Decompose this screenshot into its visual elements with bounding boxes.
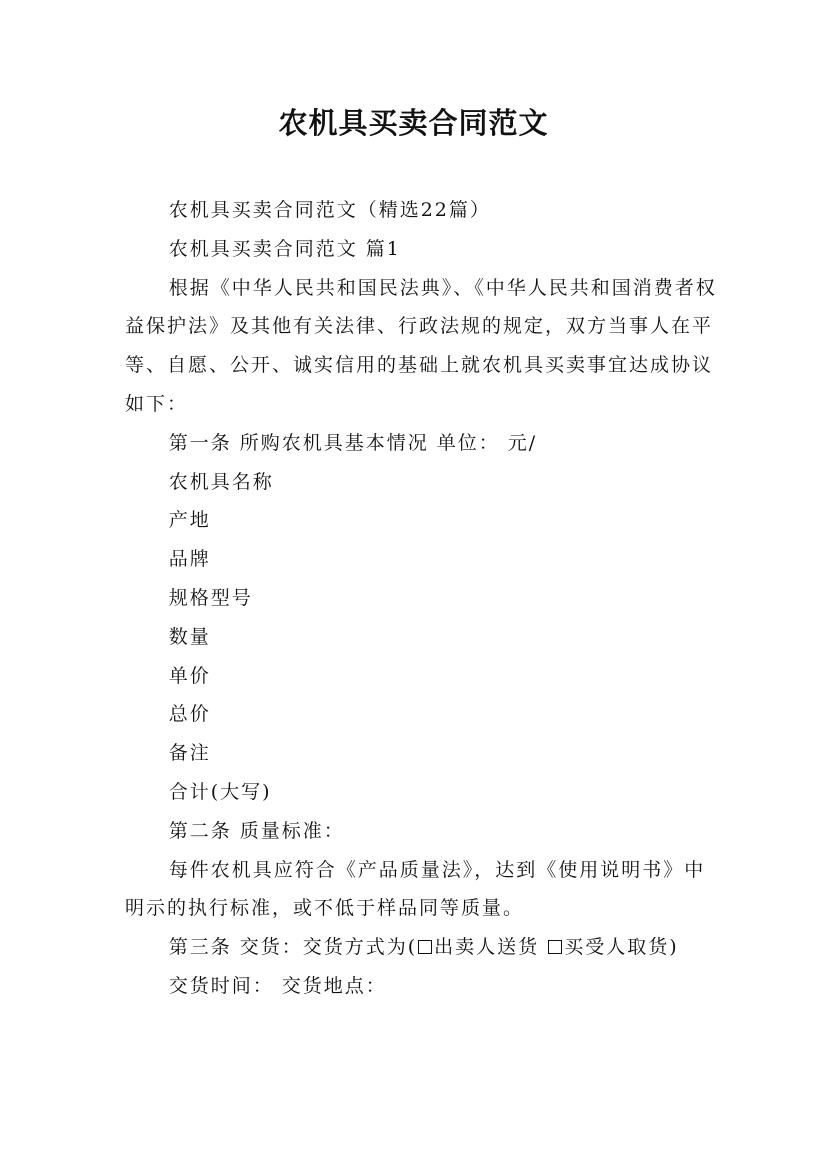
field-name: 农机具名称 (168, 470, 274, 493)
field-quantity: 数量 (168, 625, 211, 648)
field-origin: 产地 (168, 509, 211, 532)
field-brand: 品牌 (168, 548, 211, 571)
delivery-line: 交货时间： 交货地点： (168, 974, 387, 997)
field-unit-price: 单价 (168, 664, 211, 687)
article-3-suffix: ) (669, 936, 679, 959)
checkbox-icon (548, 940, 562, 954)
intro-paragraph: 根据《中华人民共和国民法典》、《中华人民共和国消费者权益保护法》及其他有关法律、行政法规的规定，双方当事人在平等、自愿、公开、诚实信用的基础上就农机具买卖事宜达成协议如下： (125, 276, 717, 415)
delivery-option-seller: 出卖人送货 (434, 936, 540, 959)
section-heading: 农机具买卖合同范文 篇1 (168, 237, 401, 260)
article-1: 第一条 所购农机具基本情况 单位： 元/ (168, 431, 538, 454)
subtitle: 农机具买卖合同范文（精选22篇） (168, 199, 491, 221)
field-remarks: 备注 (168, 742, 211, 765)
field-total-price: 总价 (168, 703, 211, 726)
document-title: 农机具买卖合同范文 (278, 106, 549, 140)
article-2-text: 每件农机具应符合《产品质量法》，达到《使用说明书》中明示的执行标准，或不低于样品同等质量。 (125, 858, 706, 920)
field-model: 规格型号 (168, 586, 253, 609)
checkbox-icon (418, 940, 432, 954)
article-3 (125, 928, 717, 967)
article-3-prefix: 第三条 交货：交货方式为( (168, 936, 418, 959)
article-2-heading: 第二条 质量标准： (168, 819, 345, 842)
field-total-uppercase: 合计(大写) (168, 780, 272, 803)
delivery-option-buyer: 买受人取货 (564, 936, 670, 959)
document-body (125, 191, 717, 1006)
